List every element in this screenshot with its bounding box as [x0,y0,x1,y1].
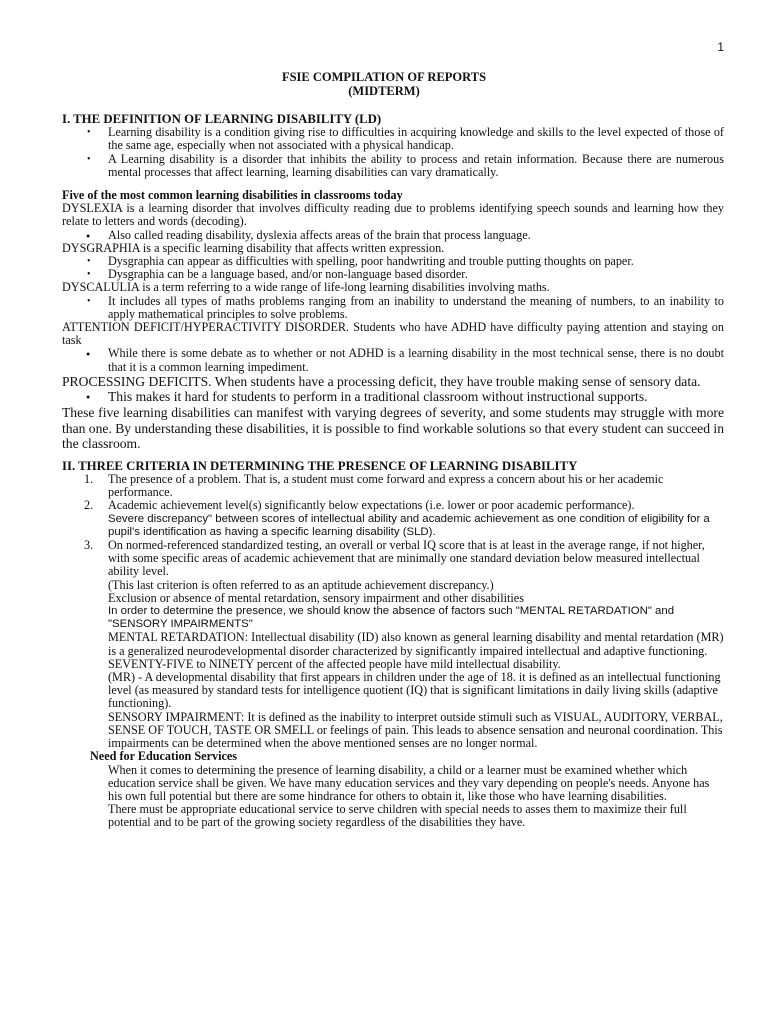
item-text: On normed-referenced standardized testing, an overall or verbal IQ score that is at least in the average range, if not higher, with some specific areas of academic achievement that are minimally one standard deviation below measured intellectual ability level. [108,538,705,579]
mental-retardation-text: MENTAL RETARDATION: Intellectual disability (ID) also known as general learning disability and mental retardation (MR) is a generalized neurodevelopmental disorder characterized by significantly impaired intellectual and adaptive functioning. SEVENTY-FIVE to NINETY percent of the affected people have mild intellectual disability. [108,630,724,671]
title-line-1: FSIE COMPILATION OF REPORTS [281,70,487,84]
exclusion-text: Exclusion or absence of mental retardation, sensory impairment and other disabilities [108,590,524,605]
dysgraphia-bullets [62,255,724,281]
section1-bullets [62,126,724,179]
document-title [0,70,768,98]
section1-heading: I. THE DEFINITION OF LEARNING DISABILITY (LD) [62,112,382,126]
adhd-paragraph: ATTENTION DEFICIT/HYPERACTIVITY DISORDER. Students who have ADHD have difficulty paying attention and staying on task [62,320,724,348]
need-paragraph-2: There must be appropriate educational service to serve children with special needs to asses them to maximize their full potential and to be part of the growing society regardless of the disabilities they have. [108,802,687,830]
aptitude-note: (This last criterion is often referred to as an aptitude achievement discrepancy.) [108,577,494,592]
list-item: ● Also called reading disability, dyslexia affects areas of the brain that process language. [62,229,724,242]
processing-paragraph: PROCESSING DEFICITS. When students have a processing deficit, they have trouble making sense of sensory data. [62,373,701,389]
five-heading: Five of the most common learning disabilities in classrooms today [62,188,403,203]
mr-definition-text: (MR) - A developmental disability that first appears in children under the age of 18. it is defined as an intellectual functioning level (as measured by standard tests for intelligence quotient (IQ) that is significant limitations in daily living skills (adaptive functioning). [108,670,721,711]
item-number: 1. [84,472,94,487]
section2-heading: II. THREE CRITERIA IN DETERMINING THE PRESENCE OF LEARNING DISABILITY [62,458,578,473]
dyscalulia-paragraph: DYSCALULIA is a term referring to a wide range of life-long learning disabilities involving maths. [62,280,550,295]
item-number: 2. [84,498,94,513]
dyslexia-bullets [62,229,724,242]
dysgraphia-paragraph: DYSGRAPHIA is a specific learning disability that affects written expression. [62,240,445,255]
list-item [62,473,724,499]
need-paragraph-1: When it comes to determining the presence of learning disability, a child or a learner must be examined whether which education service shall be given. We have many education services and they vary depending on people's needs. Anyone has his own full potential but there are some hindrance for others to obtain it, like those who have learning disabilities. [108,762,710,803]
list-item: ● While there is some debate as to whether or not ADHD is a learning disability in the most technical sense, there is no doubt that it is a common learning impediment. [62,347,724,373]
list-item [62,499,724,539]
title-line-2: (MIDTERM) [348,84,420,98]
sensory-impairment-text: SENSORY IMPAIRMENT: It is defined as the inability to interpret outside stimuli such as VISUAL, AUDITORY, VERBAL, SENSE OF TOUCH, TASTE OR SMELL or feelings of pain. This leads to absence sensation and neuronal coordination. This impairments can be determined when the above mentioned senses are no longer normal. [108,709,723,751]
document-body [62,113,724,830]
item-text: The presence of a problem. That is, a student must come forward and express a concern about his or her academic performance. [108,472,664,500]
list-item [62,539,724,579]
dyslexia-paragraph: DYSLEXIA is a learning disorder that involves difficulty reading due to problems identifying speech sounds and learning how they relate to letters and words (decoding). [62,201,724,229]
item-number: 3. [84,538,94,553]
summary-paragraph: These five learning disabilities can manifest with varying degrees of severity, and some students may struggle with more than one. By understanding these disabilities, it is possible to find workable solutions so that every student can succeed in the classroom. [62,405,724,452]
dyscalulia-bullets [62,295,724,321]
in-order-text: In order to determine the presence, we should know the absence of factors such "MENTAL RETARDATION" and "SENSORY IMPAIRMENTS" [108,605,675,631]
item-text: Academic achievement level(s) significantly below expectations (i.e. lower or poor academic performance). [108,498,635,513]
list-item: • A Learning disability is a disorder that inhibits the ability to process and retain information. Because there are numerous mental processes that affect learning, learning disabilities can vary dramatically. [62,153,724,179]
item-note: Severe discrepancy" between scores of intellectual ability and academic achievement as one condition of eligibility for a pupil's identification as having a specific learning disability (SLD). [108,512,710,538]
list-item: • Dysgraphia can appear as difficulties with spelling, poor handwriting and trouble putting thoughts on paper. [62,255,724,268]
list-item: • Learning disability is a condition giving rise to difficulties in acquiring knowledge and skills to the level expected of those of the same age, especially when not associated with a physical handicap. [62,126,724,152]
page-number: 1 [717,40,724,54]
list-item: • Dysgraphia can be a language based, and/or non-language based disorder. [62,268,724,281]
criteria-list [62,473,724,579]
adhd-bullets [62,347,724,373]
need-heading: Need for Education Services [90,749,238,764]
list-item: ● This makes it hard for students to perform in a traditional classroom without instructional supports. [62,389,724,405]
list-item: • It includes all types of maths problems ranging from an inability to understand the meaning of numbers, to an inability to apply mathematical principles to solve problems. [62,295,724,321]
processing-bullets [62,389,724,405]
